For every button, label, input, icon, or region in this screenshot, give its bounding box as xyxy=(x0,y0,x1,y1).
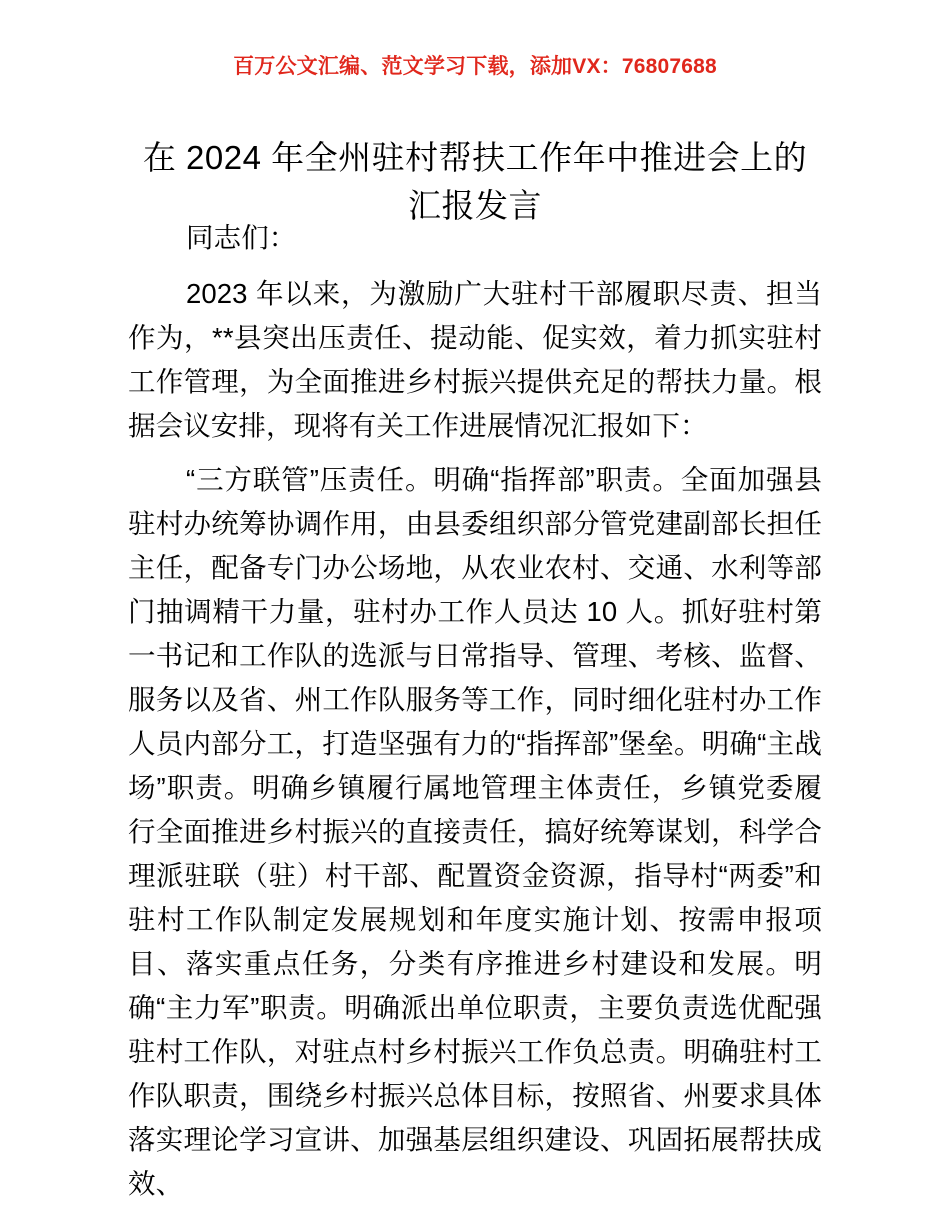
promo-header-text: 百万公文汇编、范文学习下载，添加VX：76807688 xyxy=(233,55,717,78)
document-body xyxy=(128,216,822,1214)
paragraph-1: 2023 年以来，为激励广大驻村干部履职尽责、担当作为，**县突出压责任、提动能、促实效，着力抓实驻村工作管理，为全面推进乡村振兴提供充足的帮扶力量。根据会议安排，现将有关工作进展情况汇报如下： xyxy=(128,278,822,441)
paragraph-2: “三方联管”压责任。明确“指挥部”职责。全面加强县驻村办统筹协调作用，由县委组织部分管党建副部长担任主任，配备专门办公场地，从农业农村、交通、水利等部门抽调精干力量，驻村办工作人员达 10 人。抓好驻村第一书记和工作队的选派与日常指导、管理、考核、监督、服务以及省、州工作队服务等工作，同时细化驻村办工作人员内部分工，打造坚强有力的“指挥部”堡垒。明确“主战场”职责。明确乡镇履行属地管理主体责任，乡镇党委履行全面推进乡村振兴的直接责任，搞好统筹谋划，科学合理派驻联（驻）村干部、配置资金资源，指导村“两委”和驻村工作队制定发展规划和年度实施计划、按需申报项目、落实重点任务，分类有序推进乡村建设和发展。明确“主力军”职责。明确派出单位职责，主要负责选优配强驻村工作队，对驻点村乡村振兴工作负总责。明确驻村工作队职责，围绕乡村振兴总体目标，按照省、州要求具体落实理论学习宣讲、加强基层组织建设、巩固拓展帮扶成效、 xyxy=(128,464,822,1199)
salutation: 同志们： xyxy=(186,222,297,253)
document-title: 在 2024 年全州驻村帮扶工作年中推进会上的汇报发言 xyxy=(142,139,808,225)
